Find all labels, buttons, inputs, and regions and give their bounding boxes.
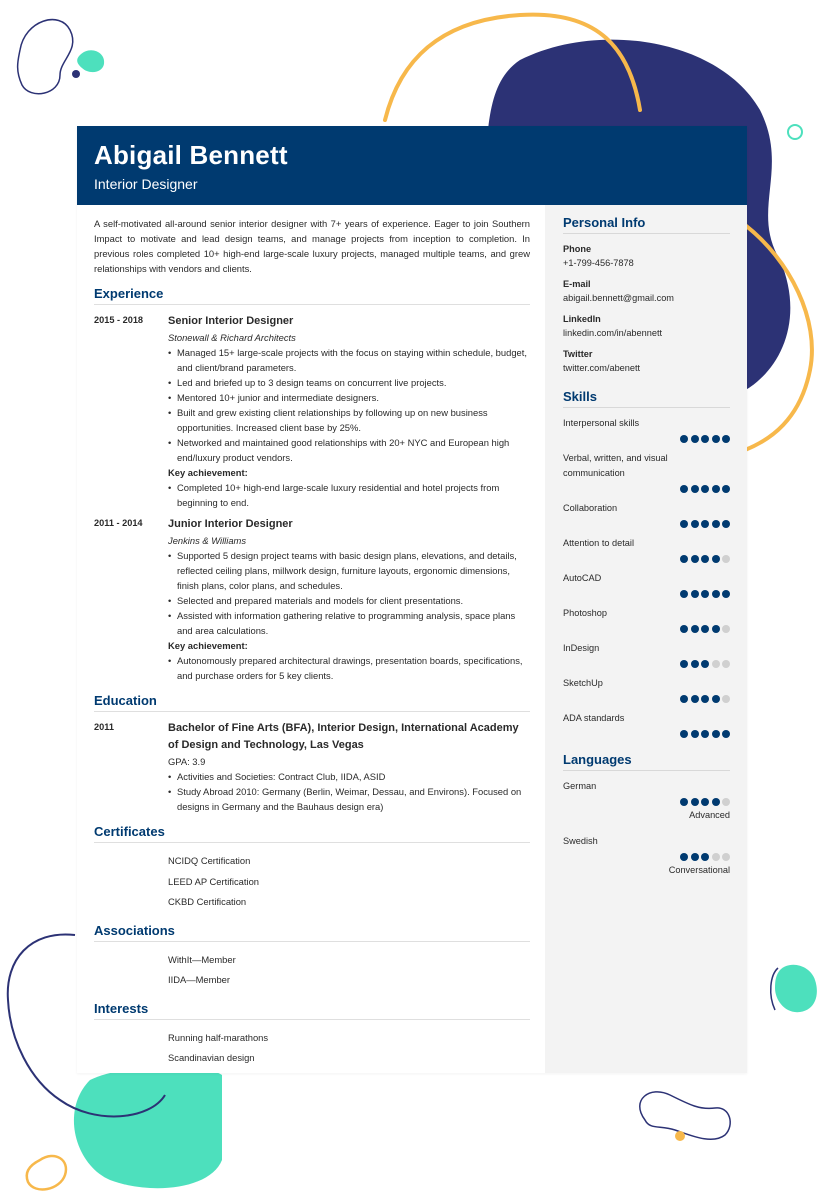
personal-info-list	[563, 242, 730, 375]
yellow-ring-shape	[27, 1156, 66, 1189]
rating-dot-filled	[680, 590, 688, 598]
skill-item	[563, 676, 730, 705]
interests-list	[94, 1028, 530, 1069]
rating-dot-filled	[712, 695, 720, 703]
job-role: Junior Interior Designer	[168, 518, 293, 530]
rating-dot-filled	[701, 485, 709, 493]
navy-bottom-right-loop	[640, 1092, 730, 1139]
rating-dot-empty	[722, 853, 730, 861]
associations-list	[94, 950, 530, 991]
main-column	[94, 216, 530, 1069]
job-date: 2011 - 2014	[94, 518, 143, 528]
linkedin-label: LinkedIn	[563, 314, 601, 324]
language-item	[563, 834, 730, 877]
certificates-list	[94, 851, 530, 913]
experience-entry	[94, 516, 530, 683]
association-item: IIDA—Member	[168, 974, 230, 985]
certificate-item: CKBD Certification	[168, 896, 247, 907]
association-item: WithIt—Member	[168, 953, 236, 965]
skill-rating	[563, 517, 730, 530]
job-bullets	[168, 345, 530, 465]
rating-dot-filled	[701, 695, 709, 703]
rating-dot-filled	[680, 435, 688, 443]
twitter-label: Twitter	[563, 349, 593, 359]
skill-name: Attention to detail	[563, 538, 634, 548]
teal-ring-shape	[788, 125, 802, 139]
rating-dot-filled	[680, 625, 688, 633]
language-name: German	[563, 781, 597, 791]
education-gpa: GPA: 3.9	[168, 756, 206, 767]
phone-value: +1-799-456-7878	[563, 258, 634, 268]
candidate-title: Interior Designer	[94, 176, 198, 192]
achievement-bullet: • Completed 10+ high-end large-scale luxury residential and hotel projects from beginning to end.	[168, 480, 530, 510]
rating-dot-empty	[712, 853, 720, 861]
education-degree: Bachelor of Fine Arts (BFA), Interior Design, International Academy of Design and Technology, Las Vegas	[168, 722, 519, 751]
job-bullet: • Led and briefed up to 3 design teams on concurrent live projects.	[168, 375, 530, 390]
rating-dot-filled	[691, 625, 699, 633]
rating-dot-filled	[712, 520, 720, 528]
rating-dot-filled	[691, 798, 699, 806]
rating-dot-empty	[722, 555, 730, 563]
job-bullet: • Selected and prepared materials and models for client presentations.	[168, 593, 530, 608]
rating-dot-filled	[722, 435, 730, 443]
rating-dot-filled	[712, 555, 720, 563]
rating-dot-filled	[691, 853, 699, 861]
skill-item	[563, 711, 730, 740]
skill-name: Photoshop	[563, 608, 607, 618]
skill-item	[563, 641, 730, 670]
job-bullets	[168, 548, 530, 638]
skill-rating	[563, 587, 730, 600]
education-bullets	[168, 769, 530, 814]
education-entry	[94, 720, 530, 814]
rating-dot-filled	[691, 435, 699, 443]
job-bullet: • Networked and maintained good relationships with 20+ NYC and European high end/luxury product vendors.	[168, 435, 530, 465]
sidebar	[545, 205, 747, 1073]
rating-dot-filled	[701, 730, 709, 738]
job-date: 2015 - 2018	[94, 315, 144, 325]
rating-dot-empty	[722, 798, 730, 806]
teal-right-blob	[775, 965, 817, 1012]
key-achievement-label: Key achievement:	[168, 467, 248, 478]
skill-name: Collaboration	[563, 503, 618, 513]
rating-dot-filled	[680, 695, 688, 703]
rating-dot-filled	[691, 730, 699, 738]
language-level: Conversational	[668, 865, 730, 875]
email-value: abigail.bennett@gmail.com	[563, 293, 674, 303]
achievement-bullet: • Autonomously prepared architectural drawings, presentation boards, specifications, and purchase orders for 5 key clients.	[168, 653, 530, 683]
rating-dot-filled	[722, 520, 730, 528]
navy-dot	[72, 70, 80, 78]
languages-heading: Languages	[563, 752, 730, 771]
achievement-bullets	[168, 480, 530, 510]
interest-item: Scandinavian design	[168, 1052, 255, 1063]
education-date: 2011	[94, 722, 114, 732]
experience-entry	[94, 313, 530, 510]
skill-rating	[563, 692, 730, 705]
skill-rating	[563, 432, 730, 445]
rating-dot-filled	[680, 853, 688, 861]
email-label: E-mail	[563, 279, 591, 289]
rating-dot-filled	[680, 730, 688, 738]
rating-dot-filled	[712, 485, 720, 493]
skill-item	[563, 536, 730, 565]
language-rating	[563, 795, 730, 808]
education-heading: Education	[94, 693, 530, 712]
skill-rating	[563, 657, 730, 670]
language-name: Swedish	[563, 836, 598, 846]
skill-rating	[563, 622, 730, 635]
rating-dot-filled	[701, 798, 709, 806]
rating-dot-empty	[722, 625, 730, 633]
rating-dot-filled	[680, 660, 688, 668]
language-rating	[563, 850, 730, 863]
teal-small-blob	[77, 50, 104, 72]
rating-dot-filled	[680, 485, 688, 493]
certificate-item: LEED AP Certification	[168, 875, 260, 887]
phone-label: Phone	[563, 244, 592, 254]
rating-dot-filled	[691, 520, 699, 528]
rating-dot-filled	[701, 435, 709, 443]
certificate-item: NCIDQ Certification	[168, 855, 251, 866]
skill-item	[563, 501, 730, 530]
skill-name: ADA standards	[563, 713, 625, 723]
skills-list	[563, 416, 730, 740]
achievement-bullets	[168, 653, 530, 683]
skill-name: InDesign	[563, 643, 600, 653]
language-item	[563, 779, 730, 822]
job-bullet: • Managed 15+ large-scale projects with the focus on staying within schedule, budget, and client/brand parameters.	[168, 345, 530, 375]
job-bullet: • Mentored 10+ junior and intermediate designers.	[168, 390, 530, 405]
rating-dot-filled	[722, 730, 730, 738]
job-bullet: • Assisted with information gathering relative to programming analysis, space plans and area calculations.	[168, 608, 530, 638]
rating-dot-filled	[691, 590, 699, 598]
education-bullet: • Study Abroad 2010: Germany (Berlin, Weimar, Dessau, and Environs). Focused on designs in Germany and the Bauhaus design era)	[168, 784, 530, 814]
skill-item	[563, 571, 730, 600]
rating-dot-filled	[691, 695, 699, 703]
job-bullet: • Built and grew existing client relationships by following up on new business opportunities. Increased client base by 25%.	[168, 405, 530, 435]
summary-text: A self-motivated all-around senior interior designer with 7+ years of experience. Eager to join Southern Impact to motivate and lead design teams, and manage projects from inception to completion. In previous roles completed 10+ high-end large-scale luxury projects, managed multiple teams, and grew relationships with vendors and clients.	[94, 218, 530, 274]
rating-dot-empty	[722, 695, 730, 703]
job-bullet: • Supported 5 design project teams with basic design plans, elevations, and details, reflected ceiling plans, millwork design, furniture layouts, ergonomic dimensions, finish plans, color plans, and schedules.	[168, 548, 530, 593]
yellow-dot	[675, 1131, 685, 1141]
sidebar-content	[563, 215, 730, 883]
certificates-heading: Certificates	[94, 824, 530, 843]
skill-name: AutoCAD	[563, 573, 602, 583]
rating-dot-filled	[712, 798, 720, 806]
teal-bottom-blob	[74, 1066, 222, 1188]
rating-dot-filled	[680, 555, 688, 563]
job-company: Jenkins & Williams	[168, 535, 247, 546]
rating-dot-filled	[691, 660, 699, 668]
skill-item	[563, 606, 730, 635]
resume-page	[77, 126, 747, 1073]
experience-heading: Experience	[94, 286, 530, 305]
skill-rating	[563, 482, 730, 495]
rating-dot-filled	[701, 555, 709, 563]
rating-dot-filled	[691, 555, 699, 563]
rating-dot-filled	[701, 853, 709, 861]
candidate-name: Abigail Bennett	[94, 140, 288, 170]
rating-dot-filled	[722, 485, 730, 493]
key-achievement-label: Key achievement:	[168, 640, 248, 651]
skills-heading: Skills	[563, 389, 730, 408]
twitter-value: twitter.com/abenett	[563, 363, 641, 373]
language-level: Advanced	[689, 810, 730, 820]
education-bullet: • Activities and Societies: Contract Club, IIDA, ASID	[168, 769, 530, 784]
skill-item	[563, 451, 730, 495]
job-role: Senior Interior Designer	[168, 315, 294, 327]
languages-list	[563, 779, 730, 877]
rating-dot-empty	[722, 660, 730, 668]
skill-rating	[563, 727, 730, 740]
rating-dot-filled	[722, 590, 730, 598]
rating-dot-filled	[680, 798, 688, 806]
rating-dot-filled	[701, 590, 709, 598]
associations-heading: Associations	[94, 923, 530, 942]
personal-info-heading: Personal Info	[563, 215, 730, 234]
rating-dot-filled	[712, 590, 720, 598]
resume-header	[77, 126, 747, 205]
rating-dot-filled	[691, 485, 699, 493]
rating-dot-filled	[701, 520, 709, 528]
skill-name: Verbal, written, and visual communication	[563, 453, 668, 478]
skill-rating	[563, 552, 730, 565]
rating-dot-filled	[701, 625, 709, 633]
skill-name: SketchUp	[563, 678, 603, 688]
rating-dot-filled	[701, 660, 709, 668]
rating-dot-filled	[712, 625, 720, 633]
interest-item: Running half-marathons	[168, 1031, 269, 1043]
interests-heading: Interests	[94, 1001, 530, 1020]
rating-dot-filled	[712, 435, 720, 443]
rating-dot-empty	[712, 660, 720, 668]
linkedin-value: linkedin.com/in/abennett	[563, 328, 663, 338]
rating-dot-filled	[712, 730, 720, 738]
outline-loop-shape	[18, 20, 73, 94]
rating-dot-filled	[680, 520, 688, 528]
skill-item	[563, 416, 730, 445]
skill-name: Interpersonal skills	[563, 418, 640, 428]
job-company: Stonewall & Richard Architects	[168, 332, 296, 343]
